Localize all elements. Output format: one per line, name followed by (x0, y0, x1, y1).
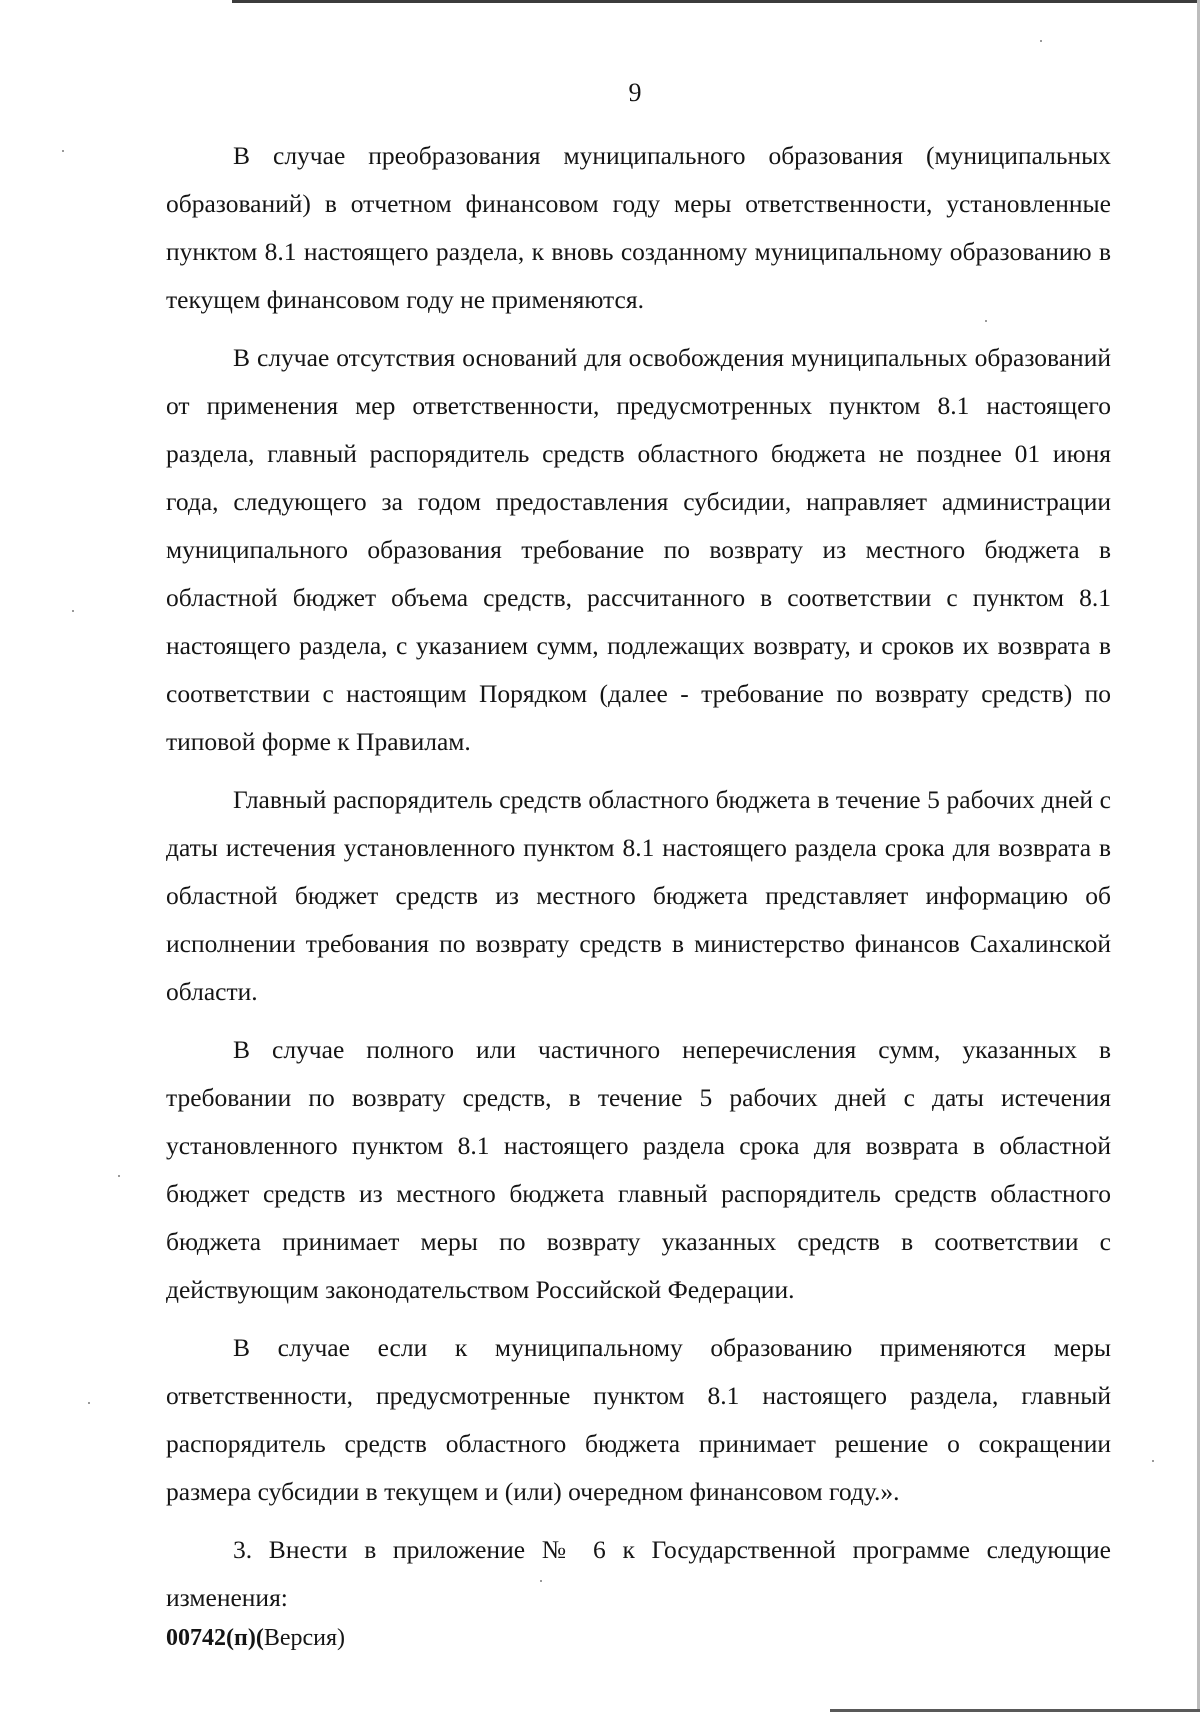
paragraph-item-3: 3. Внести в приложение № 6 к Государственной программе следующие изменения: (166, 1535, 1111, 1612)
scan-speck (72, 610, 74, 612)
scan-speck (1152, 1460, 1154, 1462)
paragraph-gap (166, 766, 1111, 776)
paragraph-transformation: В случае преобразования муниципального образования (муниципальных образований) в отчетном финансовом году меры ответственности, установленные пунктом 8.1 настоящего раздела, к вновь созданному муниципальному образованию в текущем финансовом году не применяются. (166, 141, 1111, 314)
paragraph-non-transfer: В случае полного или частичного неперечисления сумм, указанных в требовании по возврату средств, в течение 5 рабочих дней с даты истечения установленного пунктом 8.1 настоящего раздела срока для возврата в областной бюджет средств из местного бюджета главный распорядитель средств областного бюджета принимает меры по возврату указанных средств в соответствии с действующим законодательством Российской Федерации. (166, 1035, 1111, 1304)
document-code-footer (166, 1623, 345, 1653)
scan-edge-top (232, 0, 1200, 3)
version-label: Версия) (263, 1625, 345, 1651)
scan-speck (62, 150, 64, 152)
paragraph-gap (166, 324, 1111, 334)
paragraph-subsidy-reduction: В случае если к муниципальному образованию применяются меры ответственности, предусмотренные пунктом 8.1 настоящего раздела, главный распорядитель средств областного бюджета принимает решение о сокращении размера субсидии в текущем и (или) очередном финансовом году.». (166, 1333, 1111, 1506)
paragraph-return-requirement: В случае отсутствия оснований для освобождения муниципальных образований от применения мер ответственности, предусмотренных пунктом 8.1 настоящего раздела, главный распорядитель средств областного бюджета не позднее 01 июня года, следующего за годом предоставления субсидии, направляет администрации муниципального образования требование по возврату из местного бюджета в областной бюджет объема средств, рассчитанного в соответствии с пунктом 8.1 настоящего раздела, с указанием сумм, подлежащих возврату, и сроков их возврата в соответствии с настоящим Порядком (далее - требование по возврату средств) по типовой форме к Правилам. (166, 343, 1111, 756)
document-body (166, 132, 1111, 1622)
paragraph-execution-report: Главный распорядитель средств областного бюджета в течение 5 рабочих дней с даты истечения установленного пунктом 8.1 настоящего раздела срока для возврата в областной бюджет средств из местного бюджета представляет информацию об исполнении требования по возврату средств в министерство финансов Сахалинской области. (166, 785, 1111, 1006)
scan-speck (88, 1402, 90, 1404)
page-number: 9 (628, 78, 642, 107)
doc-code: 00742(п)( (166, 1625, 264, 1651)
paragraph-gap (166, 1314, 1111, 1324)
scan-speck (540, 1580, 542, 1582)
paragraph-gap (166, 1016, 1111, 1026)
scan-speck (1040, 40, 1042, 42)
paragraph-gap (166, 1516, 1111, 1526)
scan-speck (985, 320, 987, 322)
scan-speck (118, 1175, 120, 1177)
